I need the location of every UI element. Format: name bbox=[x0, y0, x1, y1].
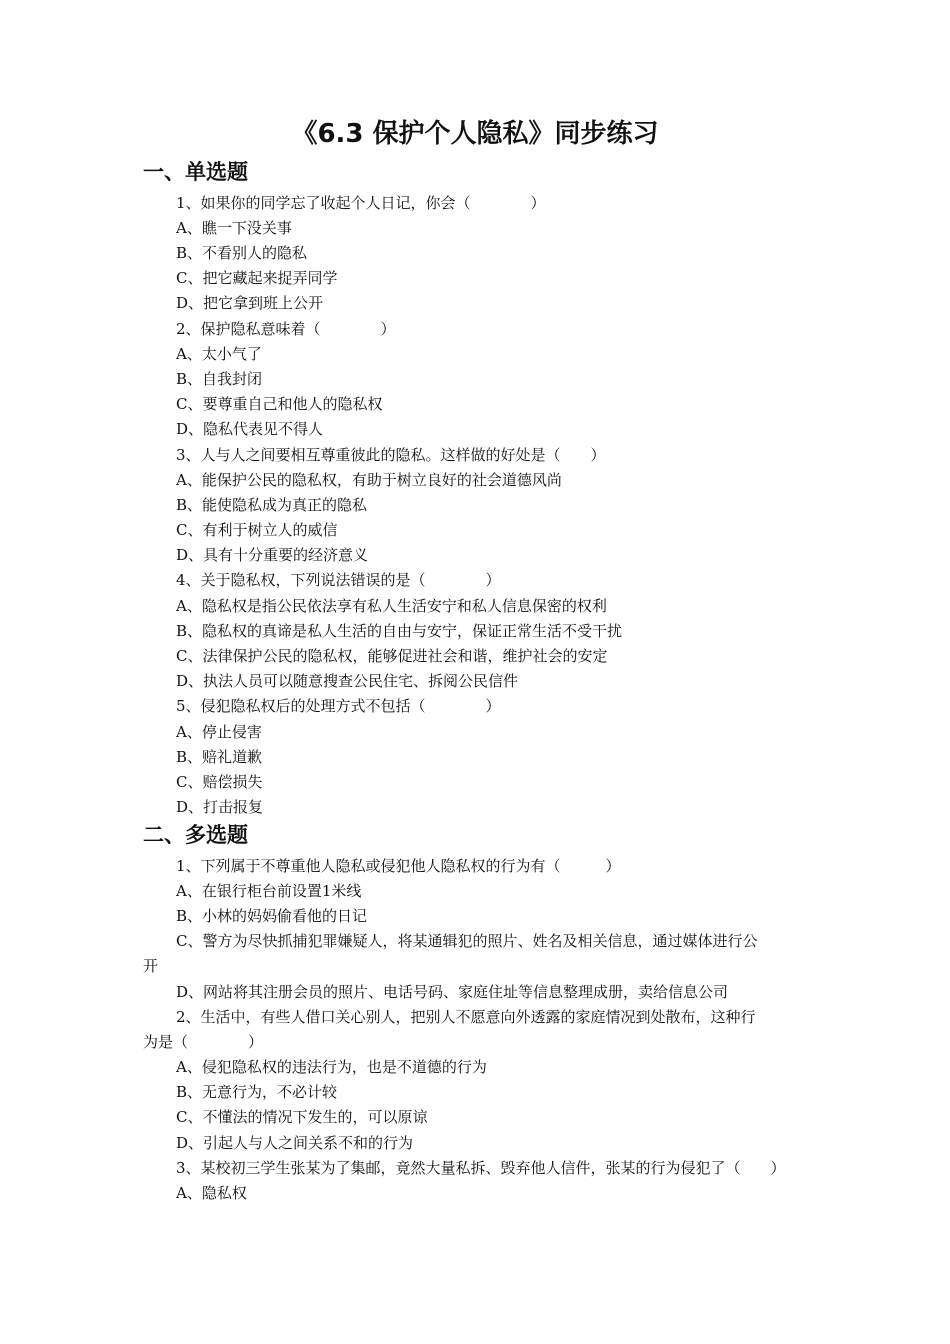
option: A、能保护公民的隐私权，有助于树立良好的社会道德风尚 bbox=[176, 471, 562, 489]
question-stem: 2、生活中，有些人借口关心别人，把别人不愿意向外透露的家庭情况到处散布，这种行 bbox=[176, 1008, 756, 1026]
option: B、无意行为，不必计较 bbox=[176, 1083, 338, 1101]
option: D、引起人与人之间关系不和的行为 bbox=[176, 1134, 414, 1152]
option: C、赔偿损失 bbox=[176, 773, 263, 791]
question-stem: 2、保护隐私意味着（ ） bbox=[176, 320, 396, 338]
question-stem: 4、关于隐私权，下列说法错误的是（ ） bbox=[176, 571, 501, 589]
option: D、执法人员可以随意搜查公民住宅、拆阅公民信件 bbox=[176, 672, 519, 690]
option: A、太小气了 bbox=[176, 345, 262, 363]
option: C、有利于树立人的威信 bbox=[176, 521, 338, 539]
option: B、自我封闭 bbox=[176, 370, 263, 388]
question-stem: 1、下列属于不尊重他人隐私或侵犯他人隐私权的行为有（ ） bbox=[176, 857, 621, 875]
option: B、能使隐私成为真正的隐私 bbox=[176, 496, 368, 514]
option: A、隐私权是指公民依法享有私人生活安宁和私人信息保密的权利 bbox=[176, 597, 607, 615]
page-title: 《6.3 保护个人隐私》同步练习 bbox=[291, 119, 659, 149]
option: B、隐私权的真谛是私人生活的自由与安宁，保证正常生活不受干扰 bbox=[176, 622, 623, 640]
option: D、把它拿到班上公开 bbox=[176, 294, 324, 312]
option: C、要尊重自己和他人的隐私权 bbox=[176, 395, 383, 413]
option: C、把它藏起来捉弄同学 bbox=[176, 269, 338, 287]
section-heading-multiple-choice: 二、多选题 bbox=[143, 823, 248, 847]
section-heading-single-choice: 一、单选题 bbox=[143, 160, 248, 184]
option: D、网站将其注册会员的照片、电话号码、家庭住址等信息整理成册，卖给信息公司 bbox=[176, 983, 729, 1001]
option: A、侵犯隐私权的违法行为，也是不道德的行为 bbox=[176, 1058, 487, 1076]
question-stem-continuation: 为是（ ） bbox=[143, 1033, 264, 1051]
question-stem: 3、人与人之间要相互尊重彼此的隐私。这样做的好处是（ ） bbox=[176, 446, 606, 464]
option: A、停止侵害 bbox=[176, 723, 262, 741]
option: C、法律保护公民的隐私权，能够促进社会和谐，维护社会的安定 bbox=[176, 647, 608, 665]
option: D、打击报复 bbox=[176, 798, 264, 816]
option: A、隐私权 bbox=[176, 1184, 247, 1202]
option: D、具有十分重要的经济意义 bbox=[176, 546, 369, 564]
option: A、在银行柜台前设置1米线 bbox=[176, 882, 362, 900]
option: B、赔礼道歉 bbox=[176, 748, 263, 766]
option: B、小林的妈妈偷看他的日记 bbox=[176, 907, 368, 925]
option: C、警方为尽快抓捕犯罪嫌疑人，将某通辑犯的照片、姓名及相关信息，通过媒体进行公 bbox=[176, 932, 758, 950]
option: D、隐私代表见不得人 bbox=[176, 420, 324, 438]
question-stem: 5、侵犯隐私权后的处理方式不包括（ ） bbox=[176, 697, 501, 715]
question-stem: 3、某校初三学生张某为了集邮，竟然大量私拆、毁弃他人信件，张某的行为侵犯了（ ） bbox=[176, 1159, 786, 1177]
option-continuation: 开 bbox=[143, 957, 159, 975]
option: B、不看别人的隐私 bbox=[176, 244, 308, 262]
question-stem: 1、如果你的同学忘了收起个人日记，你会（ ） bbox=[176, 194, 546, 212]
option: A、瞧一下没关事 bbox=[176, 219, 292, 237]
option: C、不懂法的情况下发生的，可以原谅 bbox=[176, 1108, 428, 1126]
